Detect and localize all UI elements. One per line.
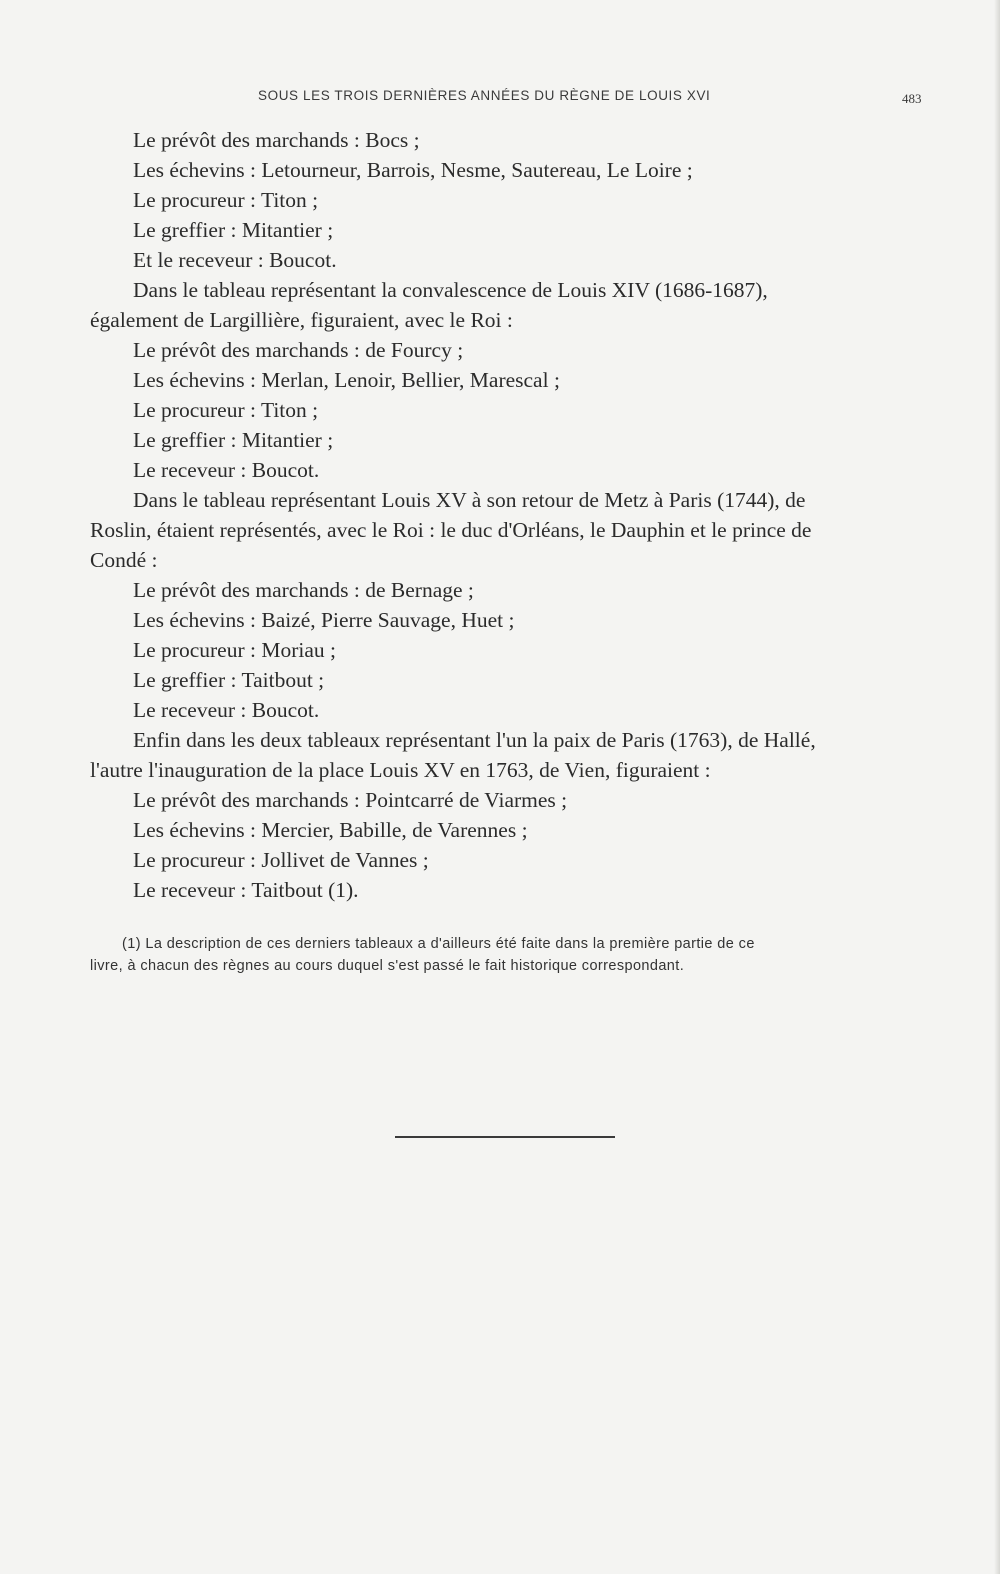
text-line: Le prévôt des marchands : Bocs ; bbox=[133, 128, 420, 152]
page-number: 483 bbox=[902, 91, 922, 106]
text-line: Les échevins : Merlan, Lenoir, Bellier, Marescal ; bbox=[133, 368, 560, 392]
text-line: Le procureur : Moriau ; bbox=[133, 638, 336, 662]
text-line: Le receveur : Boucot. bbox=[133, 458, 320, 482]
text-line: Le prévôt des marchands : Pointcarré de Viarmes ; bbox=[133, 788, 568, 812]
text-line: Le procureur : Jollivet de Vannes ; bbox=[133, 848, 429, 872]
paragraph-line: l'autre l'inauguration de la place Louis XV en 1763, de Vien, figuraient : bbox=[90, 758, 711, 782]
paragraph-line: également de Largillière, figuraient, avec le Roi : bbox=[90, 308, 513, 332]
text-line: Le greffier : Mitantier ; bbox=[133, 428, 334, 452]
text-line: Le greffier : Taitbout ; bbox=[133, 668, 325, 692]
end-rule bbox=[395, 1136, 615, 1138]
footnote bbox=[90, 933, 925, 977]
body-text bbox=[90, 125, 925, 905]
text-line: Et le receveur : Boucot. bbox=[133, 248, 337, 272]
text-line: Le procureur : Titon ; bbox=[133, 398, 319, 422]
paragraph-line: Enfin dans les deux tableaux représentant l'un la paix de Paris (1763), de Hallé, bbox=[133, 728, 816, 752]
text-line: Les échevins : Letourneur, Barrois, Nesme, Sautereau, Le Loire ; bbox=[133, 158, 693, 182]
text-line: Le prévôt des marchands : de Fourcy ; bbox=[133, 338, 464, 362]
footnote-line: (1) La description de ces derniers tableaux a d'ailleurs été faite dans la première partie de ce bbox=[122, 936, 755, 952]
text-line: Le greffier : Mitantier ; bbox=[133, 218, 334, 242]
text-line: Les échevins : Mercier, Babille, de Varennes ; bbox=[133, 818, 528, 842]
paragraph-line: Dans le tableau représentant Louis XV à son retour de Metz à Paris (1744), de bbox=[133, 488, 806, 512]
text-line: Le receveur : Taitbout (1). bbox=[133, 878, 359, 902]
page-edge-shadow bbox=[994, 0, 1000, 1574]
text-line: Le prévôt des marchands : de Bernage ; bbox=[133, 578, 474, 602]
paragraph-line: Condé : bbox=[90, 548, 158, 572]
text-line: Les échevins : Baizé, Pierre Sauvage, Huet ; bbox=[133, 608, 515, 632]
paragraph-line: Roslin, étaient représentés, avec le Roi : le duc d'Orléans, le Dauphin et le prince de bbox=[90, 518, 812, 542]
footnote-line: livre, à chacun des règnes au cours duquel s'est passé le fait historique correspondant. bbox=[90, 958, 685, 974]
text-line: Le procureur : Titon ; bbox=[133, 188, 319, 212]
paragraph-line: Dans le tableau représentant la convalescence de Louis XIV (1686-1687), bbox=[133, 278, 768, 302]
running-title: SOUS LES TROIS DERNIÈRES ANNÉES DU RÈGNE DE LOUIS XVI bbox=[258, 88, 711, 103]
text-line: Le receveur : Boucot. bbox=[133, 698, 320, 722]
